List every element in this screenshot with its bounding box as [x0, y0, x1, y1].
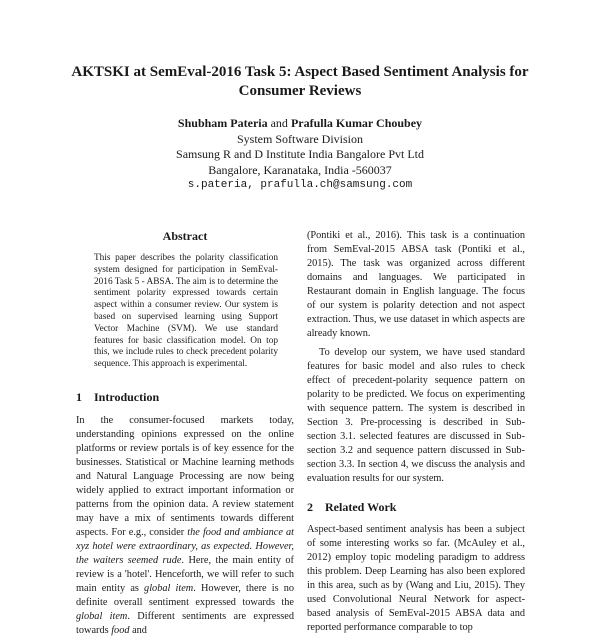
related-work-paragraph: Aspect-based sentiment analysis has been a subject of some interesting works so far. (McAuley et al., 2012) employ topic modeling paradigm to address this problem. Deep Learning has also been explored in this area, such as by (Wang and Liu, 2015). They used Convolutional Neural Network for aspect-based analysis of SemEval-2015 ABSA data and reported performance comparable to top [307, 524, 525, 633]
paper-title [60, 63, 540, 101]
author-names [100, 116, 500, 132]
section-number: 2 [307, 500, 313, 514]
intro-text: In the consumer-focused markets today, understanding opinions expressed on the online platforms or review portals is of key essence for the businesses. Statistical or Machine learning methods and Natural Language Processing are now being widely applied to extract important information or patterns from the opinion data. A review statement may have a mix of sentiments towards different aspects. For e.g., consider [76, 414, 294, 538]
title-line-1: AKTSKI at SemEval-2016 Task 5: Aspect Based Sentiment Analysis for [71, 64, 529, 80]
author-1: Shubham Pateria [177, 116, 268, 130]
right-column [307, 229, 525, 635]
author-2: Prafulla Kumar Choubey [290, 116, 423, 130]
title-line-2: Consumer Reviews [238, 83, 362, 99]
introduction-paragraph-3: To develop our system, we have used standard features for basic model and also rules to check effect of precedent-polarity sequence pattern on polarity to be predicted. We focus on experimenting with sequence pattern. The system is described in Section 3. Pre-processing is described in Sub-section 3.1. selected features are discussed in Sub-section 3.2 and sequence pattern discussed in Sub-section 3.3. In section 4, we discuss the analysis and evaluation results for our system. [307, 347, 525, 484]
intro-example: the food and ambiance at xyz hotel were extraordinary, as expected. However, the waiters seemed rude [76, 526, 294, 566]
affiliation-division: System Software Division [237, 131, 363, 146]
author-conjunction: and [270, 116, 288, 130]
intro-text: and [129, 624, 147, 636]
section-heading-related-work [307, 500, 525, 515]
author-block [100, 116, 500, 194]
author-email: s.pateria, prafulla.ch@samsung.com [187, 179, 413, 191]
left-column [76, 229, 294, 638]
affiliation-company: Samsung R and D Institute India Bangalore Pvt Ltd [176, 147, 424, 161]
section-number: 1 [76, 389, 82, 404]
intro-term: food [111, 624, 130, 636]
intro-term: global item [144, 582, 194, 594]
section-title: Related Work [325, 500, 397, 514]
intro-text: . However, there is no definite overall sentiment expressed towards the [76, 582, 295, 608]
intro-text: . Different sentiments are expressed towards [76, 610, 294, 636]
intro-text: . Here, the main entity of review is a 'hotel'. Henceforth, we will refer to such main entity as [76, 554, 294, 594]
abstract-text: This paper describes the polarity classification system designed for participation in SemEval-2016 Task 5 - ABSA. The aim is to determine the sentiment polarity expressed towards certain aspect within a consumer review. Our system is based on supervised learning using Support Vector Machine (SVM). We use standard features for basic classification model. On top this, we include rules to check precedent polarity sequence. This approach is experimental. [94, 253, 278, 370]
section-title: Introduction [94, 389, 160, 404]
affiliation-address: Bangalore, Karanataka, India -560037 [208, 162, 392, 177]
introduction-continuation: (Pontiki et al., 2016). This task is a continuation from SemEval-2015 ABSA task (Pontiki et al., 2015). The task was organized across different domains and languages. We participated in Restaurant domain in English language. The focus of our system is polarity detection and not aspect extraction. Thus, we use dataset in which aspects are already known. [307, 230, 525, 339]
introduction-paragraph [76, 414, 294, 638]
section-heading-introduction [76, 390, 294, 405]
intro-term: global item [76, 610, 128, 622]
abstract-heading: Abstract [162, 229, 208, 243]
